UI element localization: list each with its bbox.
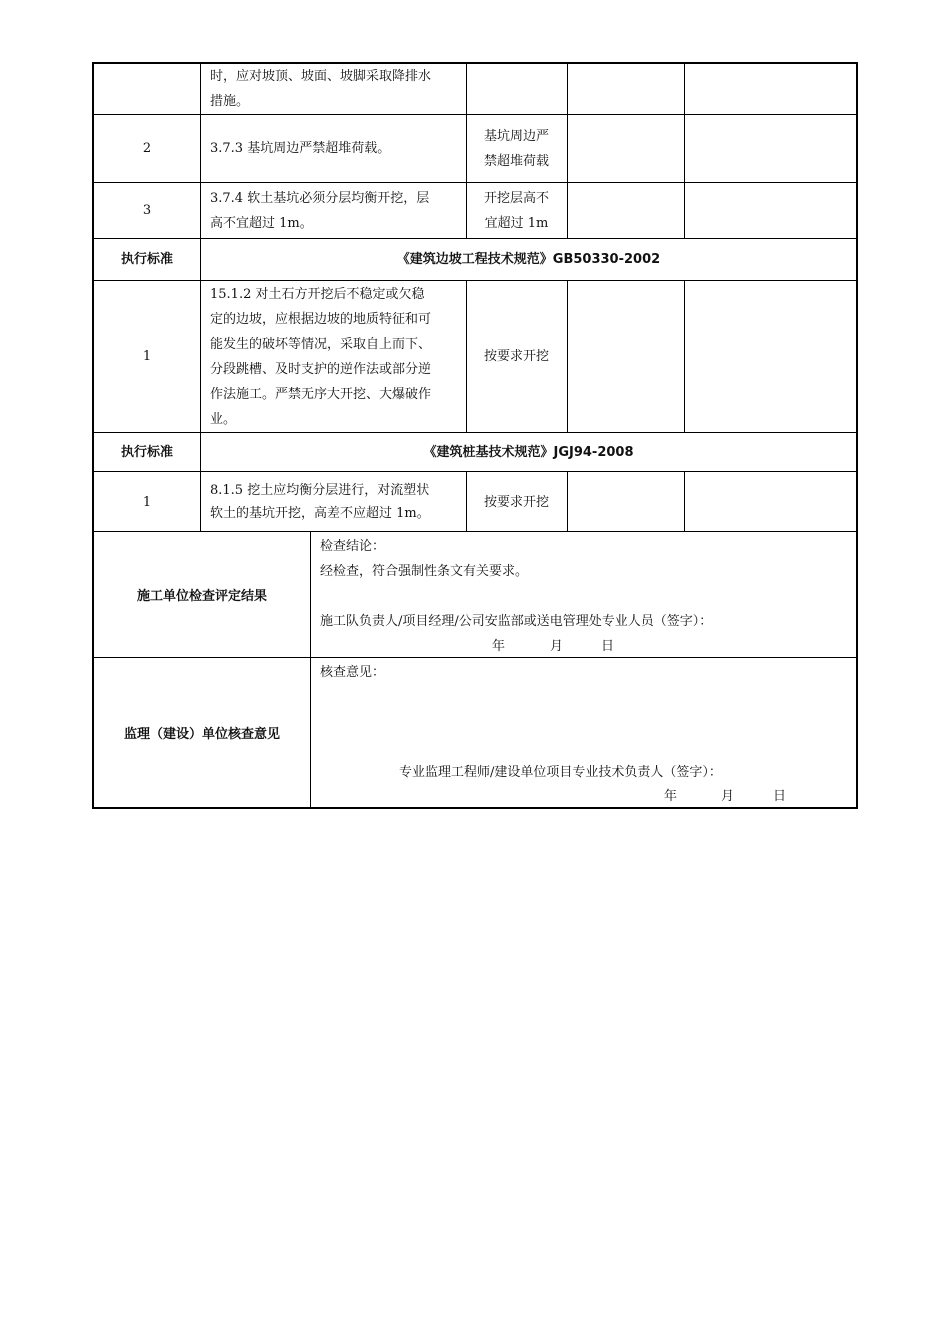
row-divider bbox=[94, 432, 856, 433]
inspection-table bbox=[92, 62, 858, 809]
supervision-signer: 专业监理工程师/建设单位项目专业技术负责人（签字）： bbox=[399, 765, 722, 780]
clause-text: 8.1.5 挖土应均衡分层进行，对流塑状 bbox=[210, 483, 430, 498]
measure-text: 开挖层高不 bbox=[483, 191, 549, 206]
column-divider bbox=[684, 280, 685, 432]
month-label: 月 bbox=[721, 789, 735, 804]
measure-text: 基坑周边严 bbox=[483, 129, 549, 144]
column-divider bbox=[567, 64, 568, 238]
clause-text: 业。 bbox=[210, 412, 237, 427]
row-divider bbox=[94, 657, 856, 658]
construction-result-label: 施工单位检查评定结果 bbox=[136, 589, 267, 604]
row-divider bbox=[94, 182, 856, 183]
conclusion-text: 经检查，符合强制性条文有关要求。 bbox=[320, 564, 529, 579]
conclusion-label: 检查结论： bbox=[320, 539, 386, 554]
measure-text: 按要求开挖 bbox=[483, 349, 549, 364]
year-label: 年 bbox=[492, 639, 506, 654]
item-number: 1 bbox=[142, 349, 152, 364]
row-divider bbox=[94, 238, 856, 239]
construction-signer: 施工队负责人/项目经理/公司安监部或送电管理处专业人员（签字）： bbox=[320, 614, 713, 629]
item-number: 3 bbox=[142, 203, 152, 218]
measure-text: 禁超堆荷载 bbox=[483, 154, 549, 169]
standard-label: 执行标准 bbox=[120, 445, 173, 460]
measure-text: 宜超过 1m bbox=[484, 216, 549, 231]
standard-label: 执行标准 bbox=[120, 252, 173, 267]
day-label: 日 bbox=[601, 639, 615, 654]
year-label: 年 bbox=[664, 789, 678, 804]
row-divider bbox=[94, 114, 856, 115]
clause-text: 15.1.2 对土石方开挖后不稳定或欠稳 bbox=[210, 287, 425, 302]
standard-title: 《建筑桩基技术规范》JGJ94-2008 bbox=[423, 445, 634, 460]
clause-text: 分段跳槽、及时支护的逆作法或部分逆 bbox=[210, 362, 432, 377]
clause-text: 作法施工。严禁无序大开挖、大爆破作 bbox=[210, 387, 432, 402]
supervision-opinion-label: 监理（建设）单位核查意见 bbox=[123, 727, 280, 742]
row-divider bbox=[94, 471, 856, 472]
item-number: 1 bbox=[142, 495, 152, 510]
standard-title: 《建筑边坡工程技术规范》GB50330-2002 bbox=[396, 252, 661, 267]
clause-text: 能发生的破坏等情况，采取自上而下、 bbox=[210, 337, 432, 352]
column-divider bbox=[684, 471, 685, 531]
day-label: 日 bbox=[773, 789, 787, 804]
clause-text: 高不宜超过 1m。 bbox=[210, 216, 313, 231]
clause-text: 3.7.4 软土基坑必须分层均衡开挖，层 bbox=[210, 191, 430, 206]
column-divider bbox=[567, 471, 568, 531]
clause-text: 3.7.3 基坑周边严禁超堆荷载。 bbox=[210, 141, 391, 156]
opinion-label: 核查意见： bbox=[320, 665, 386, 680]
measure-text: 按要求开挖 bbox=[483, 495, 549, 510]
column-divider bbox=[310, 531, 311, 809]
column-divider bbox=[684, 64, 685, 238]
column-divider bbox=[567, 280, 568, 432]
clause-text: 定的边坡，应根据边坡的地质特征和可 bbox=[210, 312, 432, 327]
month-label: 月 bbox=[550, 639, 564, 654]
row-divider bbox=[94, 531, 856, 532]
row-divider bbox=[94, 280, 856, 281]
item-number: 2 bbox=[142, 141, 152, 156]
clause-text: 措施。 bbox=[210, 94, 250, 109]
clause-text: 软土的基坑开挖，高差不应超过 1m。 bbox=[210, 506, 430, 521]
clause-text: 时，应对坡顶、坡面、坡脚采取降排水 bbox=[210, 69, 432, 84]
